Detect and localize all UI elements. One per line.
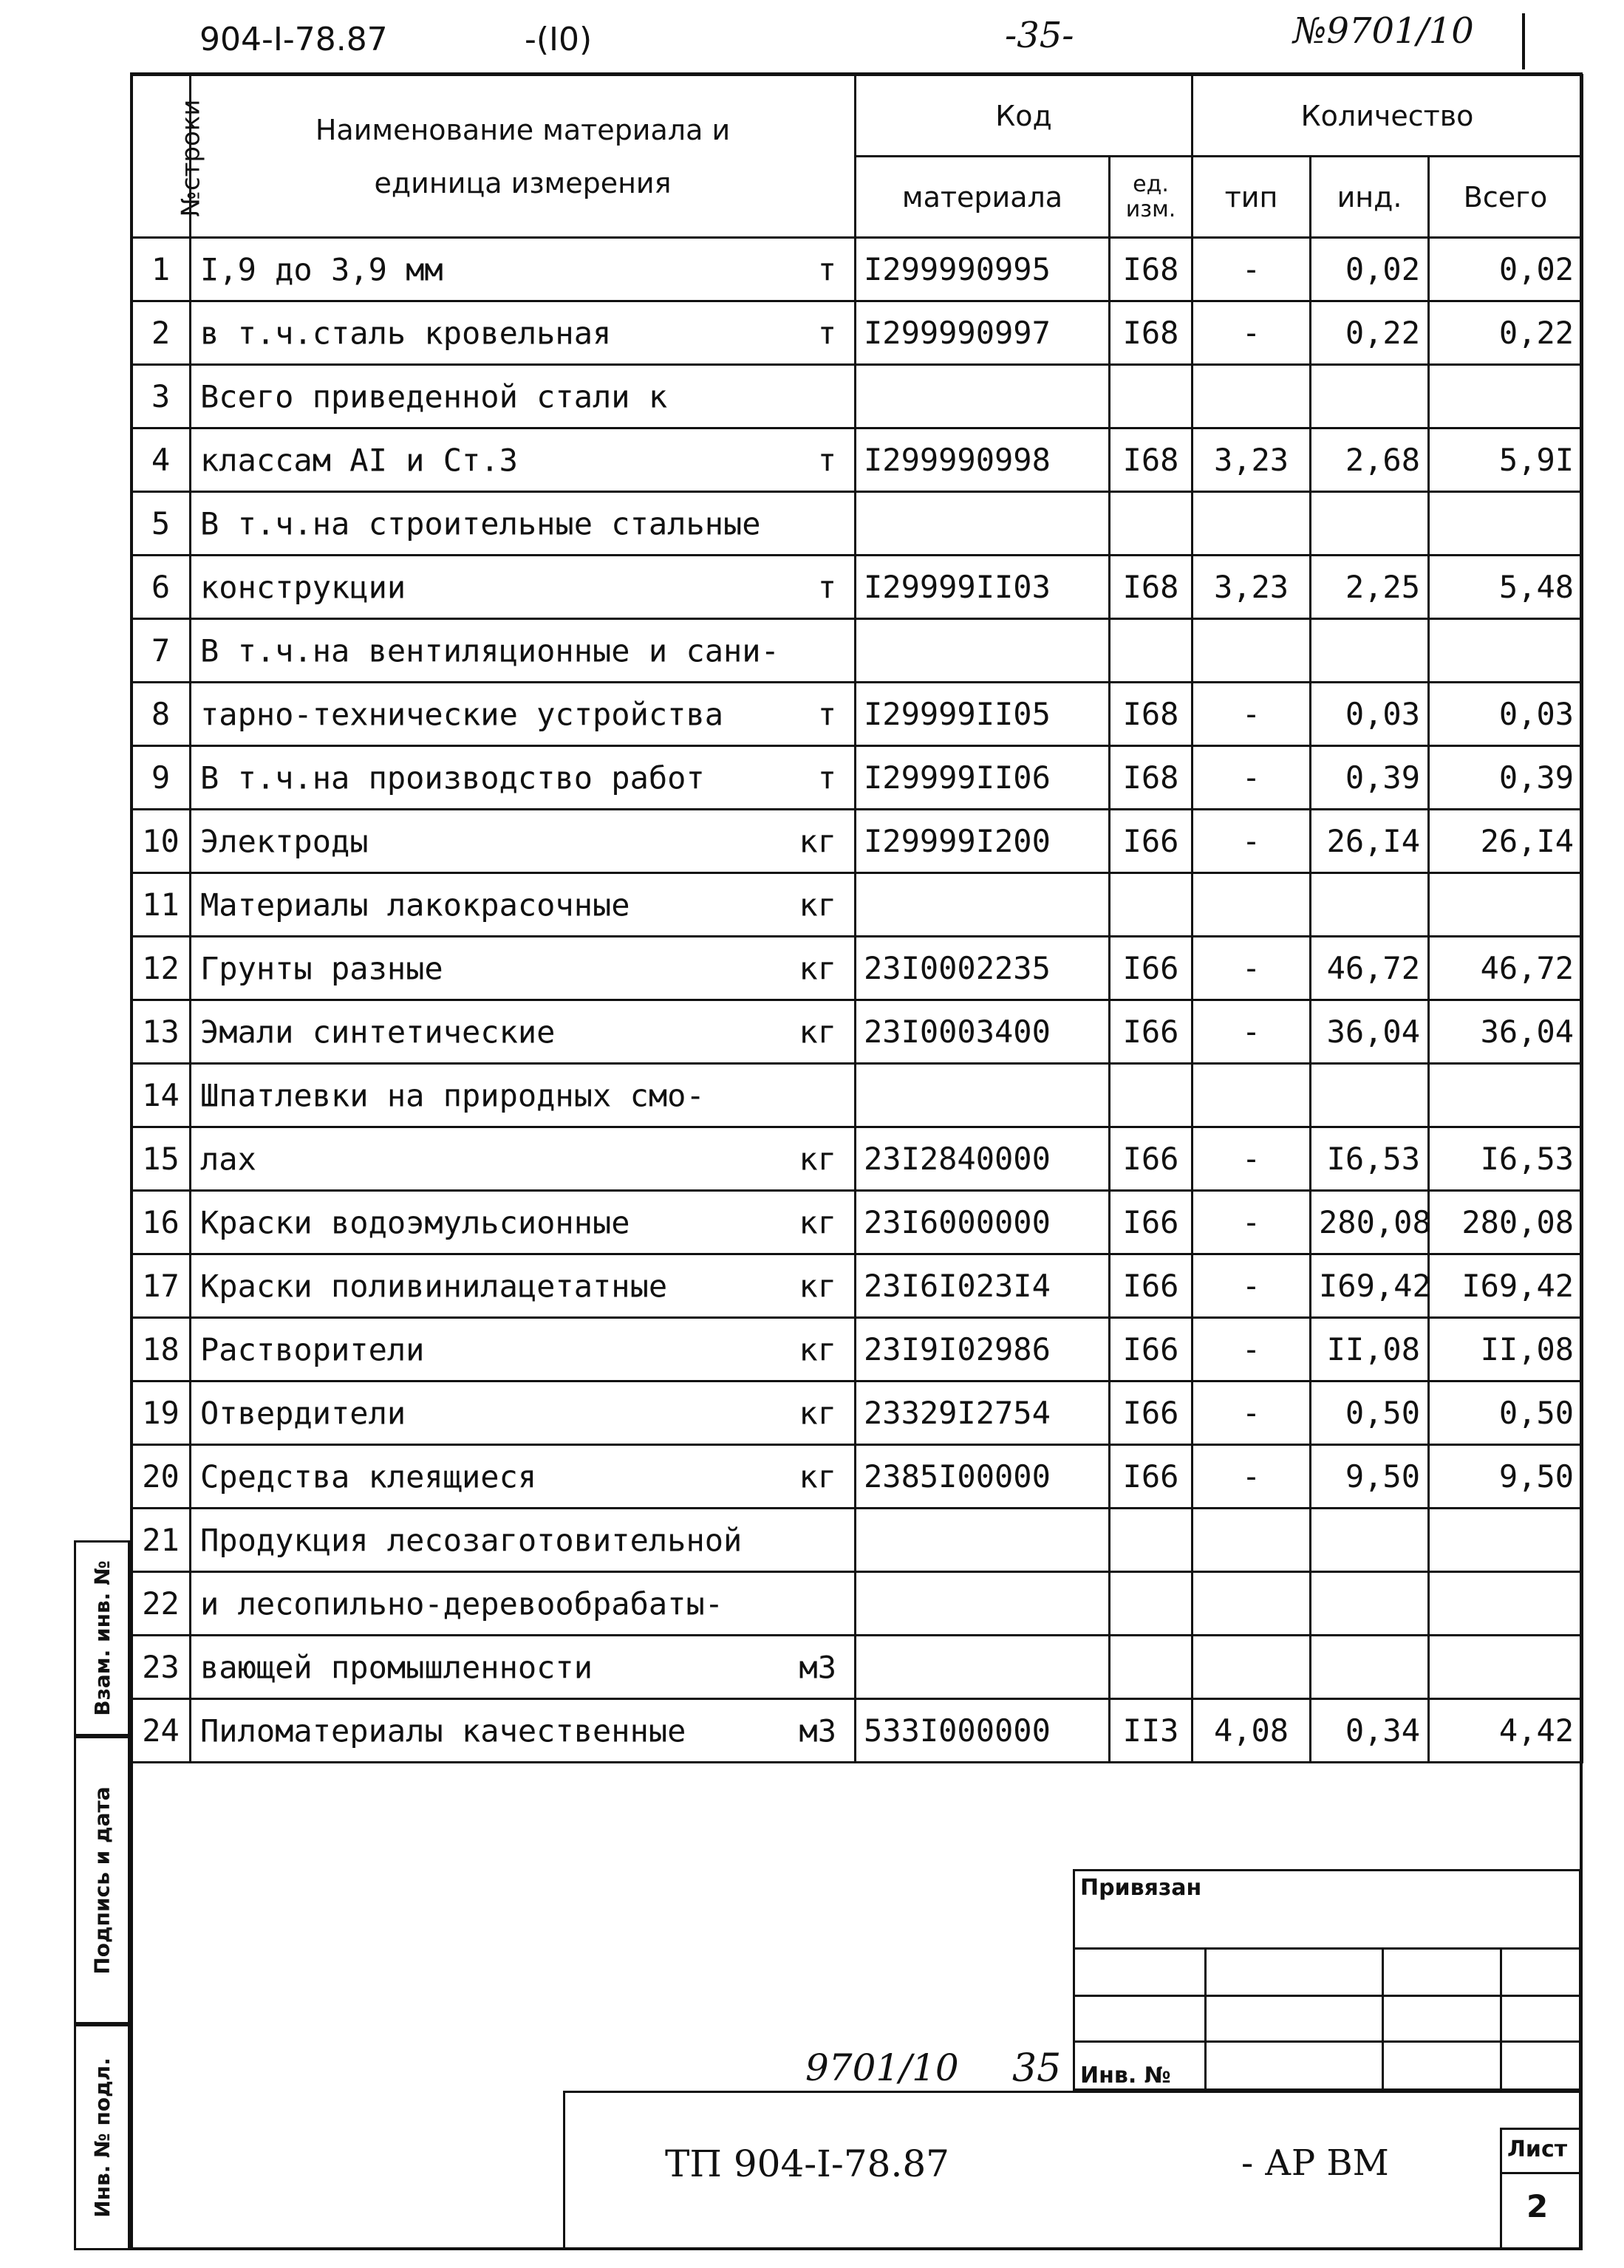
unit-code: I68 [1110, 428, 1193, 492]
material-name-text: Краски поливинилацетатные [200, 1268, 668, 1304]
quantity-total: 5,48 [1429, 556, 1583, 619]
material-name [191, 365, 856, 428]
row-number: 1 [132, 238, 191, 301]
material-code: I29999II03 [856, 556, 1110, 619]
material-name [191, 1254, 856, 1318]
material-name [191, 1127, 856, 1191]
table-row [132, 1000, 1583, 1064]
handwritten-page: 35 [1012, 2046, 1062, 2091]
table-row [132, 937, 1583, 1000]
quantity-ind: 0,34 [1311, 1699, 1429, 1763]
sheet-divider [1500, 2172, 1581, 2174]
table-row [132, 365, 1583, 428]
material-name [191, 1509, 856, 1572]
row-number: 22 [132, 1572, 191, 1636]
unit-code: I66 [1110, 1000, 1193, 1064]
table-row [132, 619, 1583, 683]
table-row [132, 1381, 1583, 1445]
quantity-ind: 36,04 [1311, 1000, 1429, 1064]
material-name [191, 683, 856, 746]
quantity-total: 4,42 [1429, 1699, 1583, 1763]
quantity-total: 0,39 [1429, 746, 1583, 810]
material-code: 23I0003400 [856, 1000, 1110, 1064]
materials-table [130, 74, 1583, 1763]
sheet-number: 2 [1526, 2188, 1549, 2224]
material-code: I299990997 [856, 301, 1110, 365]
quantity-ind: 0,03 [1311, 683, 1429, 746]
quantity-type: - [1193, 1127, 1311, 1191]
quantity-total: 0,22 [1429, 301, 1583, 365]
quantity-ind [1311, 873, 1429, 937]
table-row [132, 873, 1583, 937]
unit-code [1110, 492, 1193, 556]
material-name-text: Грунты разные [200, 950, 443, 986]
unit-code: I68 [1110, 683, 1193, 746]
unit-code [1110, 619, 1193, 683]
material-code: 23329I2754 [856, 1381, 1110, 1445]
quantity-ind [1311, 1064, 1429, 1127]
quantity-total [1429, 873, 1583, 937]
table-row [132, 1699, 1583, 1763]
quantity-ind [1311, 1636, 1429, 1699]
material-code [856, 1064, 1110, 1127]
material-name [191, 937, 856, 1000]
material-name-text: Краски водоэмульсионные [200, 1204, 630, 1240]
material-code: 2385I00000 [856, 1445, 1110, 1509]
table-row [132, 492, 1583, 556]
row-number: 16 [132, 1191, 191, 1254]
quantity-type: 3,23 [1193, 556, 1311, 619]
material-name [191, 1699, 856, 1763]
quantity-ind [1311, 1572, 1429, 1636]
material-name-header: Наименование материала и единица измерения [191, 75, 856, 238]
bound-line-2 [1073, 1995, 1581, 1997]
replaced-inv-cell: Взам. инв. № [74, 1540, 130, 1736]
quantity-type: - [1193, 238, 1311, 301]
quantity-ind: 0,02 [1311, 238, 1429, 301]
quantity-total [1429, 492, 1583, 556]
material-name [191, 1445, 856, 1509]
quantity-type: - [1193, 301, 1311, 365]
material-unit: м3 [799, 1649, 836, 1685]
material-name [191, 619, 856, 683]
material-name-text: в т.ч.сталь кровельная [200, 315, 612, 351]
material-name-text: лах [200, 1141, 256, 1177]
unit-code [1110, 1636, 1193, 1699]
material-name [191, 556, 856, 619]
material-name [191, 492, 856, 556]
unit-code: II3 [1110, 1699, 1193, 1763]
variant-label: -(I0) [525, 21, 593, 58]
quantity-ind: 0,50 [1311, 1381, 1429, 1445]
material-name [191, 1064, 856, 1127]
unit-code [1110, 365, 1193, 428]
quantity-type [1193, 1572, 1311, 1636]
unit-code [1110, 1064, 1193, 1127]
material-unit: кг [799, 1458, 836, 1495]
material-unit: т [817, 569, 836, 605]
material-name-text: Материалы лакокрасочные [200, 887, 630, 923]
code-unit-header: ед. изм. [1110, 157, 1193, 238]
unit-code: I68 [1110, 556, 1193, 619]
table-row [132, 1318, 1583, 1381]
table-row [132, 1191, 1583, 1254]
quantity-ind: I6,53 [1311, 1127, 1429, 1191]
quantity-total: 0,03 [1429, 683, 1583, 746]
quantity-type: - [1193, 1254, 1311, 1318]
material-unit: т [817, 315, 836, 351]
quantity-ind: II,08 [1311, 1318, 1429, 1381]
unit-code: I68 [1110, 301, 1193, 365]
sheet-label: Лист [1507, 2137, 1568, 2162]
inv-original-cell: Инв. № подл. [74, 2024, 130, 2250]
bound-box [1073, 1869, 1581, 2091]
material-name [191, 746, 856, 810]
row-number: 23 [132, 1636, 191, 1699]
row-number: 2 [132, 301, 191, 365]
material-code: I29999II05 [856, 683, 1110, 746]
quantity-type [1193, 1636, 1311, 1699]
material-name-text: Электроды [200, 823, 369, 859]
material-name-text: вающей промышленности [200, 1649, 593, 1685]
material-unit: кг [799, 1268, 836, 1304]
table-row [132, 1572, 1583, 1636]
bound-line-1 [1073, 1947, 1581, 1950]
quantity-type [1193, 873, 1311, 937]
header-divider [1522, 13, 1525, 69]
material-name-text: Растворители [200, 1331, 425, 1367]
material-unit: т [817, 251, 836, 287]
row-number: 19 [132, 1381, 191, 1445]
quantity-total: 9,50 [1429, 1445, 1583, 1509]
material-unit: кг [799, 1331, 836, 1367]
material-code [856, 492, 1110, 556]
bound-label: Привязан [1080, 1875, 1202, 1901]
quantity-type [1193, 492, 1311, 556]
quantity-type: 3,23 [1193, 428, 1311, 492]
material-code [856, 1572, 1110, 1636]
material-unit: кг [799, 1395, 836, 1431]
table-row [132, 1254, 1583, 1318]
unit-code: I66 [1110, 1318, 1193, 1381]
material-code: 23I9I02986 [856, 1318, 1110, 1381]
material-name [191, 810, 856, 873]
material-code: I29999II06 [856, 746, 1110, 810]
row-number: 5 [132, 492, 191, 556]
material-code: I29999I200 [856, 810, 1110, 873]
material-code: 23I2840000 [856, 1127, 1110, 1191]
inv-no-label: Инв. № [1080, 2063, 1171, 2088]
row-number: 6 [132, 556, 191, 619]
unit-code: I66 [1110, 1254, 1193, 1318]
bound-line-3 [1073, 2040, 1581, 2043]
quantity-ind [1311, 1509, 1429, 1572]
material-code: 23I0002235 [856, 937, 1110, 1000]
material-unit: кг [799, 887, 836, 923]
material-code [856, 873, 1110, 937]
quantity-total: I6,53 [1429, 1127, 1583, 1191]
material-unit: кг [799, 1204, 836, 1240]
unit-code: I68 [1110, 746, 1193, 810]
quantity-ind: 0,22 [1311, 301, 1429, 365]
row-number: 9 [132, 746, 191, 810]
material-code [856, 1636, 1110, 1699]
material-name-text: Всего приведенной стали к [200, 378, 668, 414]
row-number: 13 [132, 1000, 191, 1064]
quantity-total: 5,9I [1429, 428, 1583, 492]
row-number: 14 [132, 1064, 191, 1127]
material-unit: кг [799, 950, 836, 986]
material-name-text: Средства клеящиеся [200, 1458, 537, 1495]
unit-code: I66 [1110, 1191, 1193, 1254]
material-name [191, 428, 856, 492]
quantity-type: - [1193, 1381, 1311, 1445]
material-unit: кг [799, 1014, 836, 1050]
row-number: 21 [132, 1509, 191, 1572]
quantity-total: 26,I4 [1429, 810, 1583, 873]
material-name-text: и лесопильно-деревообрабаты- [200, 1585, 724, 1622]
bound-vline-3 [1500, 1947, 1502, 2091]
row-number: 10 [132, 810, 191, 873]
table-row [132, 556, 1583, 619]
unit-code [1110, 873, 1193, 937]
material-code: I299990998 [856, 428, 1110, 492]
code-material-header: материала [856, 157, 1110, 238]
code-group-header: Код [856, 75, 1193, 157]
row-number: 15 [132, 1127, 191, 1191]
unit-code: I66 [1110, 937, 1193, 1000]
material-name-text: В т.ч.на вентиляционные и сани- [200, 632, 779, 669]
material-unit: кг [799, 823, 836, 859]
material-name [191, 301, 856, 365]
quantity-total: 280,08 [1429, 1191, 1583, 1254]
quantity-type: - [1193, 683, 1311, 746]
quantity-type [1193, 1064, 1311, 1127]
row-number: 17 [132, 1254, 191, 1318]
quantity-type [1193, 619, 1311, 683]
unit-code: I66 [1110, 1127, 1193, 1191]
row-number: 11 [132, 873, 191, 937]
table-row [132, 428, 1583, 492]
material-code [856, 1509, 1110, 1572]
material-name-text: Эмали синтетические [200, 1014, 556, 1050]
quantity-ind: 46,72 [1311, 937, 1429, 1000]
designation: ТП 904-I-78.87 [665, 2142, 949, 2185]
quantity-type: 4,08 [1193, 1699, 1311, 1763]
material-name [191, 1191, 856, 1254]
material-code: 533I000000 [856, 1699, 1110, 1763]
quantity-type: - [1193, 1445, 1311, 1509]
handwritten-number: 9701/10 [805, 2046, 959, 2089]
quantity-type: - [1193, 746, 1311, 810]
quantity-total [1429, 1572, 1583, 1636]
quantity-total: 36,04 [1429, 1000, 1583, 1064]
archive-number: №9701/10 [1293, 10, 1474, 52]
quantity-total-header: Всего [1429, 157, 1583, 238]
material-unit: т [817, 696, 836, 732]
table-row [132, 1127, 1583, 1191]
quantity-total: II,08 [1429, 1318, 1583, 1381]
material-name-text: Пиломатериалы качественные [200, 1712, 686, 1749]
row-number: 18 [132, 1318, 191, 1381]
bound-vline-2 [1382, 1947, 1384, 2091]
material-name [191, 238, 856, 301]
row-number: 4 [132, 428, 191, 492]
quantity-ind: 9,50 [1311, 1445, 1429, 1509]
quantity-group-header: Количество [1193, 75, 1583, 157]
unit-code [1110, 1509, 1193, 1572]
signature-date-cell: Подпись и дата [74, 1736, 130, 2024]
page-number: -35- [1005, 15, 1074, 56]
quantity-type: - [1193, 1000, 1311, 1064]
quantity-ind: 280,08 [1311, 1191, 1429, 1254]
table-row [132, 810, 1583, 873]
table-row [132, 746, 1583, 810]
quantity-total [1429, 619, 1583, 683]
row-number: 24 [132, 1699, 191, 1763]
unit-code: I66 [1110, 810, 1193, 873]
material-name-text: Шпатлевки на природных смо- [200, 1077, 705, 1113]
material-name [191, 1318, 856, 1381]
quantity-type: - [1193, 1191, 1311, 1254]
quantity-ind [1311, 619, 1429, 683]
unit-code: I68 [1110, 238, 1193, 301]
material-name-text: тарно-технические устройства [200, 696, 724, 732]
table-row [132, 683, 1583, 746]
material-name-text: классам AI и Ст.3 [200, 442, 518, 478]
material-name-text: Отвердители [200, 1395, 406, 1431]
quantity-type-header: тип [1193, 157, 1311, 238]
material-name-text: I,9 до 3,9 мм [200, 251, 443, 287]
table-row [132, 1064, 1583, 1127]
material-name-text: конструкции [200, 569, 406, 605]
quantity-ind-header: инд. [1311, 157, 1429, 238]
material-name-text: Продукция лесозаготовительной [200, 1522, 743, 1558]
quantity-type [1193, 1509, 1311, 1572]
quantity-total [1429, 1509, 1583, 1572]
row-number-header: №строки [132, 75, 191, 238]
quantity-total [1429, 1636, 1583, 1699]
material-name-text: В т.ч.на производство работ [200, 759, 705, 796]
table-row [132, 301, 1583, 365]
table-row [132, 1509, 1583, 1572]
quantity-total: 46,72 [1429, 937, 1583, 1000]
material-name [191, 1572, 856, 1636]
material-name [191, 873, 856, 937]
material-code [856, 365, 1110, 428]
material-unit: м3 [799, 1712, 836, 1749]
material-name [191, 1636, 856, 1699]
material-name-text: В т.ч.на строительные стальные [200, 505, 761, 542]
bound-vline-1 [1204, 1947, 1207, 2091]
quantity-ind: I69,42 [1311, 1254, 1429, 1318]
material-code: 23I6I023I4 [856, 1254, 1110, 1318]
material-name [191, 1381, 856, 1445]
material-unit: кг [799, 1141, 836, 1177]
table-row [132, 1445, 1583, 1509]
project-code: 904-I-78.87 [199, 21, 388, 58]
section-code: - АР ВМ [1241, 2142, 1389, 2184]
material-code [856, 619, 1110, 683]
row-number: 7 [132, 619, 191, 683]
quantity-ind: 2,68 [1311, 428, 1429, 492]
material-unit: т [817, 759, 836, 796]
row-number: 12 [132, 937, 191, 1000]
quantity-type: - [1193, 1318, 1311, 1381]
quantity-total: I69,42 [1429, 1254, 1583, 1318]
quantity-total [1429, 365, 1583, 428]
quantity-type: - [1193, 937, 1311, 1000]
material-unit: т [817, 442, 836, 478]
material-code: 23I6000000 [856, 1191, 1110, 1254]
quantity-ind: 2,25 [1311, 556, 1429, 619]
material-code: I299990995 [856, 238, 1110, 301]
quantity-ind [1311, 492, 1429, 556]
table-row [132, 238, 1583, 301]
quantity-total [1429, 1064, 1583, 1127]
quantity-total: 0,02 [1429, 238, 1583, 301]
unit-code: I66 [1110, 1445, 1193, 1509]
row-number: 20 [132, 1445, 191, 1509]
unit-code: I66 [1110, 1381, 1193, 1445]
row-number: 3 [132, 365, 191, 428]
quantity-ind: 26,I4 [1311, 810, 1429, 873]
quantity-ind [1311, 365, 1429, 428]
material-name [191, 1000, 856, 1064]
quantity-total: 0,50 [1429, 1381, 1583, 1445]
quantity-type [1193, 365, 1311, 428]
quantity-ind: 0,39 [1311, 746, 1429, 810]
table-row [132, 1636, 1583, 1699]
unit-code [1110, 1572, 1193, 1636]
row-number: 8 [132, 683, 191, 746]
quantity-type: - [1193, 810, 1311, 873]
